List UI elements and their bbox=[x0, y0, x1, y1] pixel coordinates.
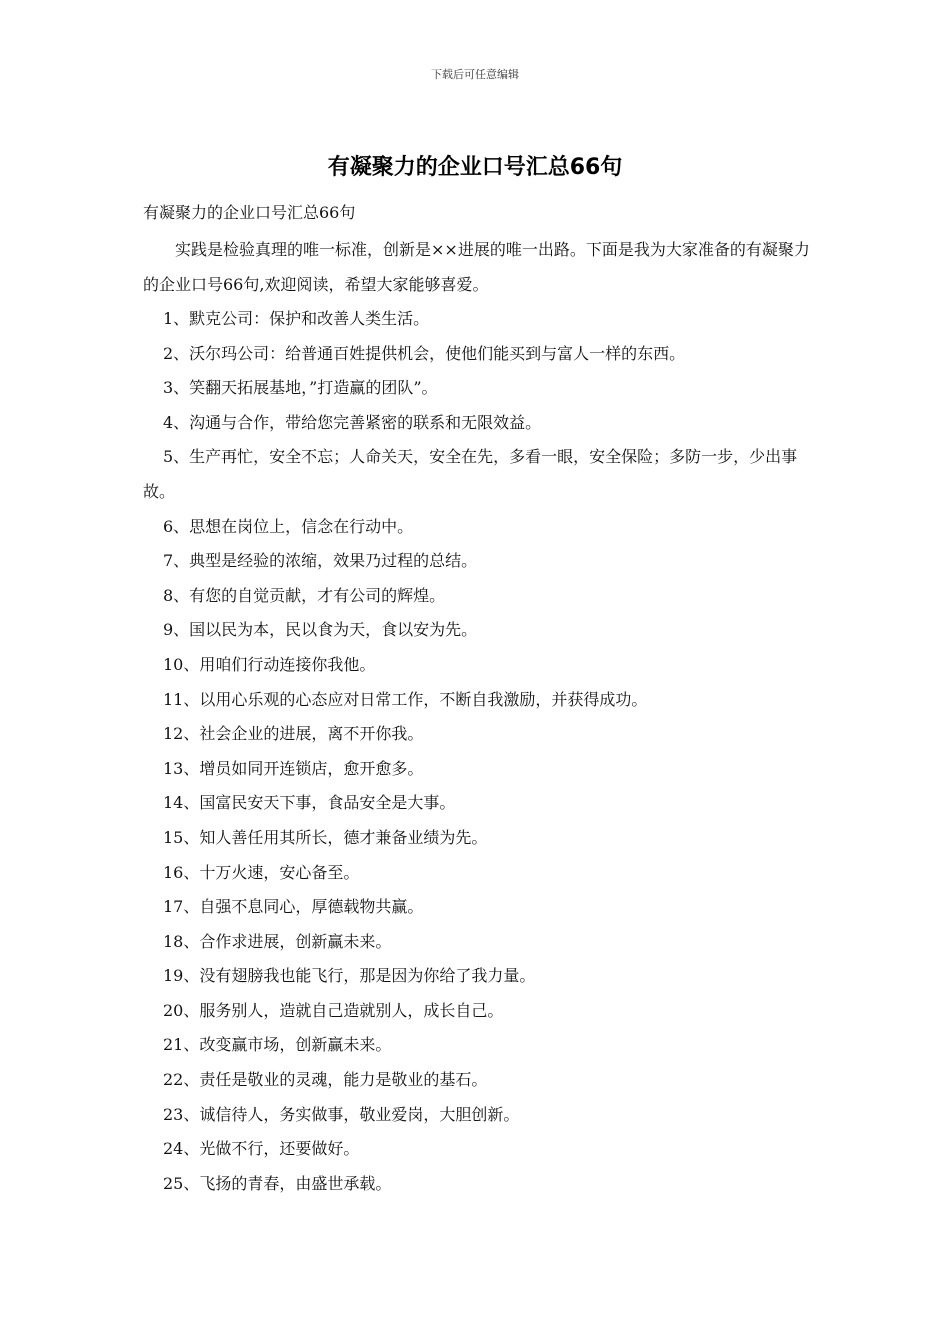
list-item: 19、没有翅膀我也能飞行，那是因为你给了我力量。 bbox=[163, 966, 536, 986]
list-item: 23、诚信待人，务实做事，敬业爱岗，大胆创新。 bbox=[163, 1104, 520, 1124]
document-subtitle: 有凝聚力的企业口号汇总66句 bbox=[143, 203, 356, 222]
list-item: 16、十万火速，安心备至。 bbox=[163, 862, 360, 882]
list-item: 12、社会企业的进展，离不开你我。 bbox=[163, 724, 424, 744]
slogan-list bbox=[143, 302, 813, 1201]
list-item: 14、国富民安天下事，食品安全是大事。 bbox=[163, 793, 456, 813]
list-item: 5、生产再忙，安全不忘；人命关天，安全在先，多看一眼，安全保险；多防一步，少出事故。 bbox=[143, 447, 798, 501]
list-item: 2、沃尔玛公司：给普通百姓提供机会，使他们能买到与富人一样的东西。 bbox=[163, 343, 686, 363]
list-item: 3、笑翻天拓展基地，”打造赢的团队”。 bbox=[163, 378, 438, 398]
list-item: 1、默克公司：保护和改善人类生活。 bbox=[163, 309, 430, 328]
list-item: 10、用咱们行动连接你我他。 bbox=[163, 654, 376, 674]
list-item: 13、增员如同开连锁店，愈开愈多。 bbox=[163, 758, 424, 778]
list-item: 11、以用心乐观的心态应对日常工作，不断自我激励，并获得成功。 bbox=[163, 689, 648, 709]
list-item: 25、飞扬的青春，由盛世承载。 bbox=[163, 1173, 392, 1193]
list-item: 4、沟通与合作，带给您完善紧密的联系和无限效益。 bbox=[163, 412, 542, 432]
header-note: 下载后可任意编辑 bbox=[431, 68, 519, 81]
list-item: 22、责任是敬业的灵魂，能力是敬业的基石。 bbox=[163, 1070, 488, 1090]
list-item: 21、改变赢市场，创新赢未来。 bbox=[163, 1035, 392, 1055]
list-item: 6、思想在岗位上，信念在行动中。 bbox=[163, 516, 414, 536]
list-item: 9、国以民为本，民以食为天，食以安为先。 bbox=[163, 620, 478, 640]
document-title: 有凝聚力的企业口号汇总66句 bbox=[327, 155, 623, 180]
list-item: 7、典型是经验的浓缩，效果乃过程的总结。 bbox=[163, 551, 478, 571]
list-item: 17、自强不息同心，厚德载物共赢。 bbox=[163, 897, 424, 917]
list-item: 24、光做不行，还要做好。 bbox=[163, 1139, 360, 1159]
list-item: 8、有您的自觉贡献，才有公司的辉煌。 bbox=[163, 585, 446, 605]
list-item: 15、知人善任用其所长，德才兼备业绩为先。 bbox=[163, 827, 488, 847]
intro-paragraph: 实践是检验真理的唯一标准，创新是××进展的唯一出路。下面是我为大家准备的有凝聚力的企业口号66句,欢迎阅读，希望大家能够喜爱。 bbox=[143, 240, 810, 294]
list-item: 20、服务别人，造就自己造就别人，成长自己。 bbox=[163, 1000, 504, 1020]
list-item: 18、合作求进展，创新赢未来。 bbox=[163, 931, 392, 951]
